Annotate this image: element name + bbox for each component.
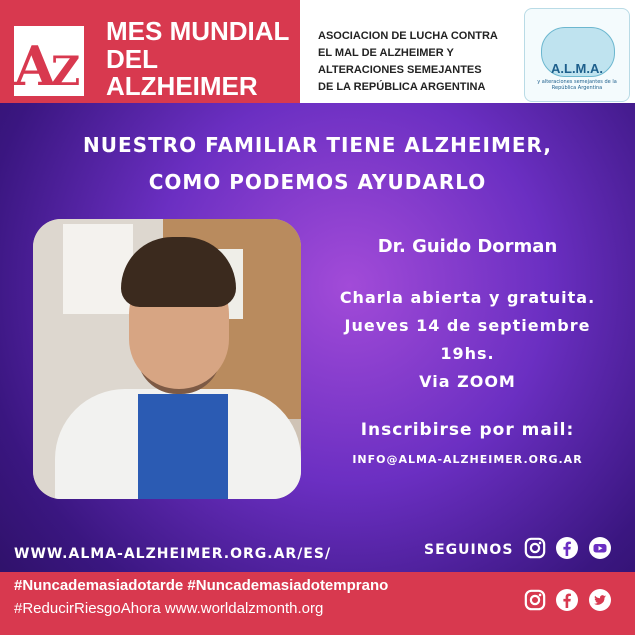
facebook-icon[interactable] <box>555 536 579 560</box>
event-line-2: Jueves 14 de septiembre <box>344 316 591 335</box>
page-title-line-2: COMO PODEMOS AYUDARLO <box>148 170 487 194</box>
twitter-icon[interactable] <box>588 588 612 612</box>
banner-line-1: MES MUNDIAL <box>106 16 290 46</box>
az-logo: A Z <box>14 26 84 96</box>
instagram-icon[interactable] <box>523 536 547 560</box>
association-line-3: ALTERACIONES SEMEJANTES <box>318 64 482 76</box>
alma-logo <box>524 8 630 102</box>
speaker-photo <box>33 219 301 499</box>
banner-line-2: DEL <box>106 44 158 74</box>
instagram-icon[interactable] <box>523 588 547 612</box>
facebook-icon[interactable] <box>555 588 579 612</box>
page-title-line-1: NUESTRO FAMILIAR TIENE ALZHEIMER, <box>83 133 552 157</box>
banner-line-3: ALZHEIMER <box>106 71 258 101</box>
event-line-3: 19hs. <box>440 344 495 363</box>
follow-label: SEGUINOS <box>424 542 514 558</box>
hashtags-line-2: #ReducirRiesgoAhora www.worldalzmonth.org <box>14 600 324 617</box>
youtube-icon[interactable] <box>588 536 612 560</box>
website-link[interactable]: WWW.ALMA-ALZHEIMER.ORG.AR/ES/ <box>14 546 332 562</box>
signup-label: Inscribirse por mail: <box>360 420 575 440</box>
alma-logo-text: A.L.M.A. <box>551 61 603 76</box>
alma-logo-subtitle: y alteraciones semejantes de la República Argentina <box>537 79 617 91</box>
signup-email[interactable]: INFO@ALMA-ALZHEIMER.ORG.AR <box>352 453 583 466</box>
hashtags-line-1: #Nuncademasiadotarde #Nuncademasiadotemprano <box>14 577 389 594</box>
association-line-4: DE LA REPÚBLICA ARGENTINA <box>318 81 486 93</box>
speaker-name: Dr. Guido Dorman <box>377 236 558 257</box>
association-line-1: ASOCIACION DE LUCHA CONTRA <box>318 30 498 42</box>
event-line-4: Via ZOOM <box>419 372 516 391</box>
association-line-2: EL MAL DE ALZHEIMER Y <box>318 47 454 59</box>
event-line-1: Charla abierta y gratuita. <box>339 288 596 307</box>
